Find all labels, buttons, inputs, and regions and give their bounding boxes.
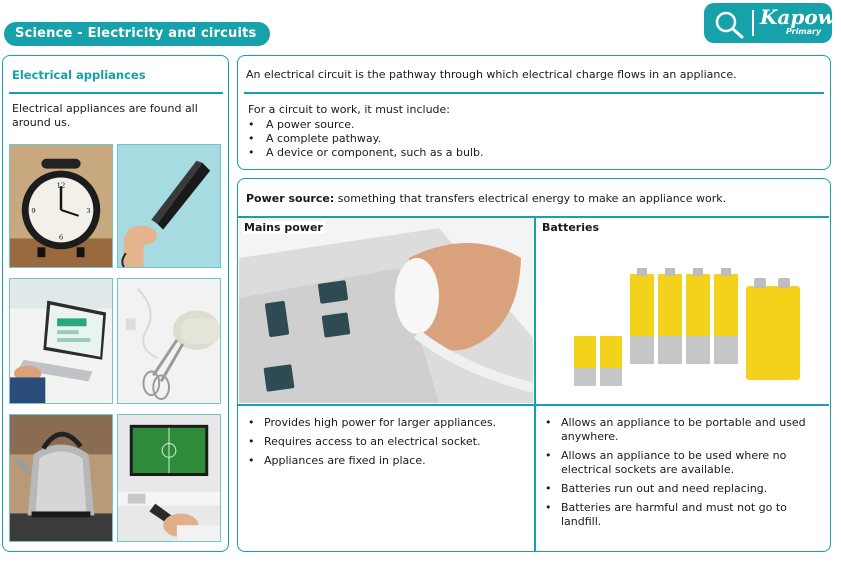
svg-text:12: 12 [56, 181, 66, 190]
svg-text:6: 6 [58, 233, 64, 242]
mains-power-image [239, 218, 533, 403]
mains-power-label: Mains power [244, 221, 323, 234]
requirement-item: • A complete pathway. [248, 132, 484, 146]
battery-point: • Batteries run out and need replacing. [541, 482, 823, 496]
power-source-text: something that transfers electrical energy to make an appliance work. [334, 192, 727, 205]
television-photo [117, 414, 221, 542]
electrical-appliances-panel [2, 55, 229, 552]
requirements-list [248, 118, 484, 160]
magnifier-icon [712, 9, 748, 39]
appliances-intro: Electrical appliances are found all around us. [12, 102, 198, 129]
batteries-list [541, 416, 823, 534]
mains-point: • Appliances are fixed in place. [244, 454, 530, 468]
logo-brand: Kapow [760, 5, 835, 29]
mains-point: • Provides high power for larger appliances. [244, 416, 530, 430]
power-source-definition [246, 192, 726, 205]
circuit-definition-panel [237, 55, 831, 170]
laptop-photo [9, 278, 113, 404]
alarm-clock-photo [9, 144, 113, 268]
batteries-label: Batteries [542, 221, 599, 234]
logo-sub: Primary [786, 27, 822, 36]
hand-mixer-photo [117, 278, 221, 404]
kettle-photo [9, 414, 113, 542]
hair-straightener-photo [117, 144, 221, 268]
power-source-label: Power source: [246, 192, 335, 205]
battery-point: • Batteries are harmful and must not go to landfill. [541, 501, 823, 529]
svg-text:3: 3 [86, 206, 91, 215]
requirements-intro: For a circuit to work, it must include: [248, 103, 450, 116]
batteries-image [536, 218, 829, 403]
svg-text:9: 9 [31, 206, 36, 215]
battery-point: • Allows an appliance to be portable and used anywhere. [541, 416, 823, 444]
mains-power-list [244, 416, 530, 473]
requirement-item: • A device or component, such as a bulb. [248, 146, 484, 160]
appliances-heading: Electrical appliances [12, 68, 146, 82]
battery-point: • Allows an appliance to be used where no electrical sockets are available. [541, 449, 823, 477]
mains-point: • Requires access to an electrical socket. [244, 435, 530, 449]
circuit-definition: An electrical circuit is the pathway through which electrical charge flows in an appliance. [246, 68, 737, 81]
power-source-panel [237, 178, 831, 552]
requirement-item: • A power source. [248, 118, 484, 132]
kapow-logo [704, 3, 835, 43]
page-title: Science - Electricity and circuits [4, 22, 270, 46]
